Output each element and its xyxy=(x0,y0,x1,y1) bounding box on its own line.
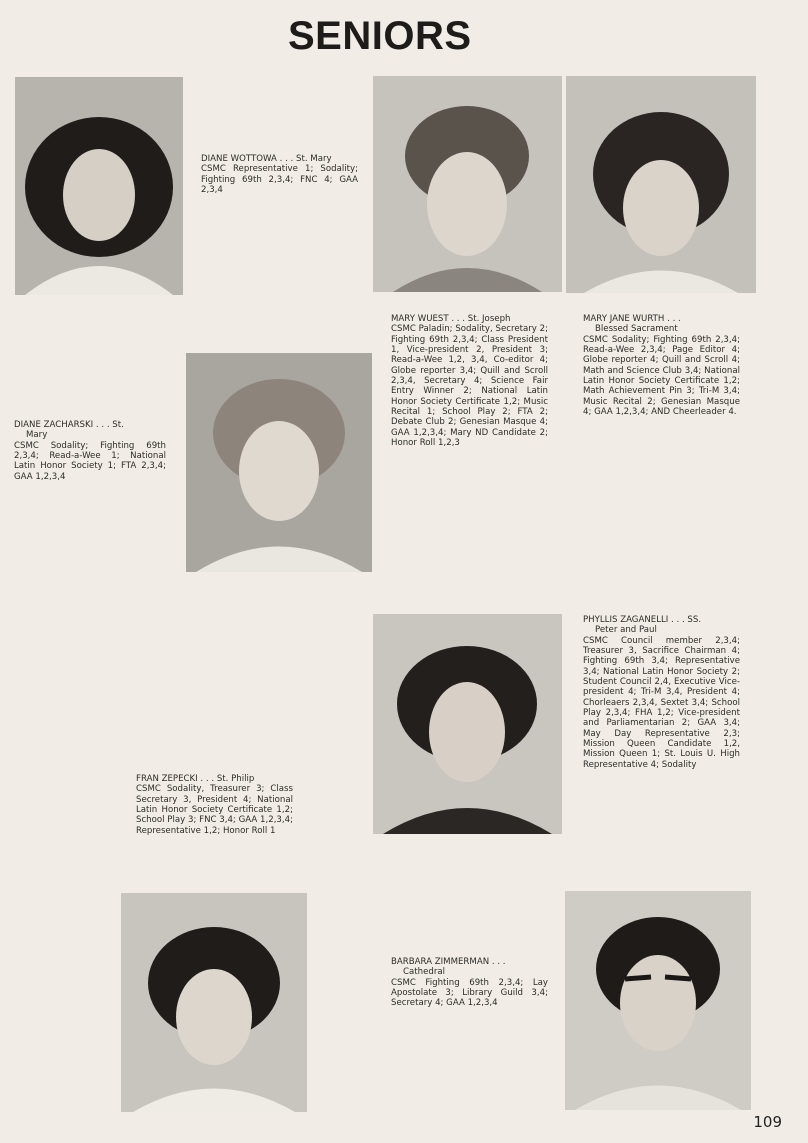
student-name: BARBARA ZIMMERMAN . . . xyxy=(391,957,506,967)
page-title: SENIORS xyxy=(288,14,472,58)
student-parish: Blessed Sacrament xyxy=(595,324,678,335)
student-activities: CSMC Council member 2,3,4; Treasurer 3, Sacrifice Chairman 4; Fighting 69th 3,4; Representative 3,4; National Latin Honor Society 2; Student Council 2,4, Executive Vice-president 4; Tri-M 3,4, President 4; Chorleaers 2,3,4, Sextet 3,4; School Play 2,3,4; FHA 1,2; Vice-president and Parliamentarian 2; GAA 3,4; May Day Representative 2,3; Mission Queen Candidate 1,2, Mission Queen 1; St. Louis U. High Representative 4; Sodality xyxy=(583,635,740,770)
student-name: DIANE WOTTOWA . . . St. Mary xyxy=(201,154,332,164)
student-parish: Peter and Paul xyxy=(595,625,657,636)
portrait-photo-wuest xyxy=(373,76,562,292)
student-name: MARY WUEST . . . St. Joseph xyxy=(391,314,511,324)
student-name: MARY JANE WURTH . . . xyxy=(583,314,681,324)
portrait-photo-zepecki xyxy=(121,893,307,1112)
portrait-photo-wurth xyxy=(566,76,756,293)
student-activities: CSMC Fighting 69th 2,3,4; Lay Apostolate 3; Library Guild 3,4; Secretary 4; GAA 1,2,3,4 xyxy=(391,977,548,1009)
student-activities: CSMC Sodality; Fighting 69th 2,3,4; Read-a-Wee 1; National Latin Honor Society 1; FTA 2,3,4; GAA 1,2,3,4 xyxy=(14,440,166,482)
student-name: DIANE ZACHARSKI . . . St. xyxy=(14,420,124,430)
student-entry-wuest xyxy=(391,314,548,448)
student-parish: Cathedral xyxy=(403,967,446,978)
student-name: FRAN ZEPECKI . . . St. Philip xyxy=(136,774,255,784)
student-activities: CSMC Representative 1; Sodality; Fighting 69th 2,3,4; FNC 4; GAA 2,3,4 xyxy=(201,164,358,196)
student-activities: CSMC Sodality; Fighting 69th 2,3,4; Read-a-Wee 2,3,4; Page Editor 4; Globe reporter 4; Quill and Scroll 4; Math and Science Club 3,4; National Latin Honor Society Certificate 1,2; Math Achievement Pin 3; Tri-M 3,4; Music Recital 2; Genesian Masque 4; GAA 1,2,3,4; AND Cheerleader 4. xyxy=(583,334,740,418)
student-entry-zepecki xyxy=(136,774,293,836)
portrait-photo-zacharski xyxy=(186,353,372,572)
student-activities: CSMC Paladin; Sodality, Secretary 2; Fighting 69th 2,3,4; Class President 1, Vice-president 2, President 3; Read-a-Wee 1,2, 3,4, Co-editor 4; Globe reporter 3,4; Quill and Scroll 2,3,4, Secretary 4; Science Fair Entry Winner 2; National Latin Honor Society Certificate 1,2; Music Recital 1; School Play 2; FTA 2; Debate Club 2; Genesian Masque 4; GAA 1,2,3,4; Mary ND Candidate 2; Honor Roll 1,2,3 xyxy=(391,324,548,449)
portrait-photo-zimmerman xyxy=(565,891,751,1110)
student-entry-zaganelli xyxy=(583,615,740,770)
student-name: PHYLLIS ZAGANELLI . . . SS. xyxy=(583,615,702,625)
student-entry-wurth xyxy=(583,314,740,417)
student-entry-zimmerman xyxy=(391,957,548,1009)
student-activities: CSMC Sodality, Treasurer 3; Class Secretary 3, President 4; National Latin Honor Society Certificate 1,2; School Play 3; FNC 3,4; GAA 1,2,3,4; Representative 1,2; Honor Roll 1 xyxy=(136,784,293,836)
student-entry-zacharski xyxy=(14,420,166,482)
portrait-photo-zaganelli xyxy=(373,614,562,834)
portrait-photo-wottowa xyxy=(15,77,183,295)
student-entry-wottowa xyxy=(201,154,358,195)
page-number: 109 xyxy=(753,1113,782,1131)
student-parish: Mary xyxy=(26,430,48,441)
